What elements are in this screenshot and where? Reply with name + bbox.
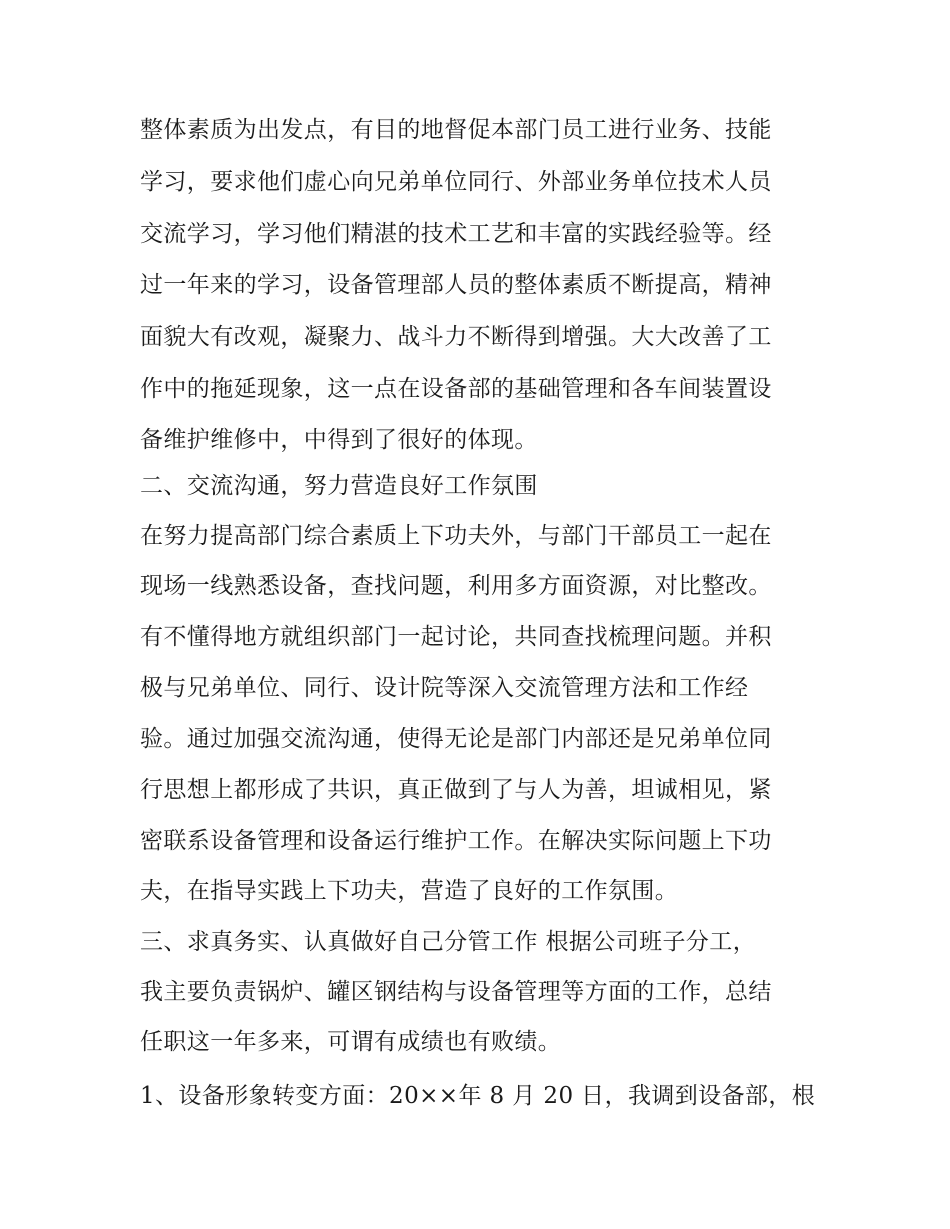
numbered-item: 1、设备形象转变方面：20××年 8 月 20 日，我调到设备部，根 [140, 1083, 816, 1109]
text-line: 现场一线熟悉设备，查找问题，利用多方面资源，对比整改。 [140, 573, 772, 599]
text-line: 学习，要求他们虚心向兄弟单位同行、外部业务单位技术人员 [140, 169, 772, 195]
text-line: 有不懂得地方就组织部门一起讨论，共同查找梳理问题。并积 [140, 624, 772, 650]
text-line: 交流学习，学习他们精湛的技术工艺和丰富的实践经验等。经 [140, 221, 772, 247]
section-heading: 二、交流沟通，努力营造良好工作氛围 [140, 473, 538, 499]
text-line: 任职这一年多来，可谓有成绩也有败绩。 [140, 1029, 562, 1055]
text-line: 面貌大有改观，凝聚力、战斗力不断得到增强。大大改善了工 [140, 324, 772, 350]
text-line: 我主要负责锅炉、罐区钢结构与设备管理等方面的工作，总结 [140, 979, 772, 1005]
text-line: 整体素质为出发点，有目的地督促本部门员工进行业务、技能 [140, 117, 772, 143]
section-heading: 三、求真务实、认真做好自己分管工作 根据公司班子分工， [140, 929, 757, 955]
text-line: 备维护维修中，中得到了很好的体现。 [140, 427, 538, 453]
text-line: 作中的拖延现象，这一点在设备部的基础管理和各车间装置设 [140, 376, 772, 402]
text-line: 密联系设备管理和设备运行维护工作。在解决实际问题上下功 [140, 828, 772, 854]
text-line: 在努力提高部门综合素质上下功夫外，与部门干部员工一起在 [140, 523, 772, 549]
text-line: 夫，在指导实践上下功夫，营造了良好的工作氛围。 [140, 878, 679, 904]
text-line: 验。通过加强交流沟通，使得无论是部门内部还是兄弟单位同 [140, 726, 772, 752]
text-line: 极与兄弟单位、同行、设计院等深入交流管理方法和工作经 [140, 675, 749, 701]
text-line: 过一年来的学习，设备管理部人员的整体素质不断提高，精神 [140, 272, 772, 298]
text-line: 行思想上都形成了共识，真正做到了与人为善，坦诚相见，紧 [140, 777, 772, 803]
